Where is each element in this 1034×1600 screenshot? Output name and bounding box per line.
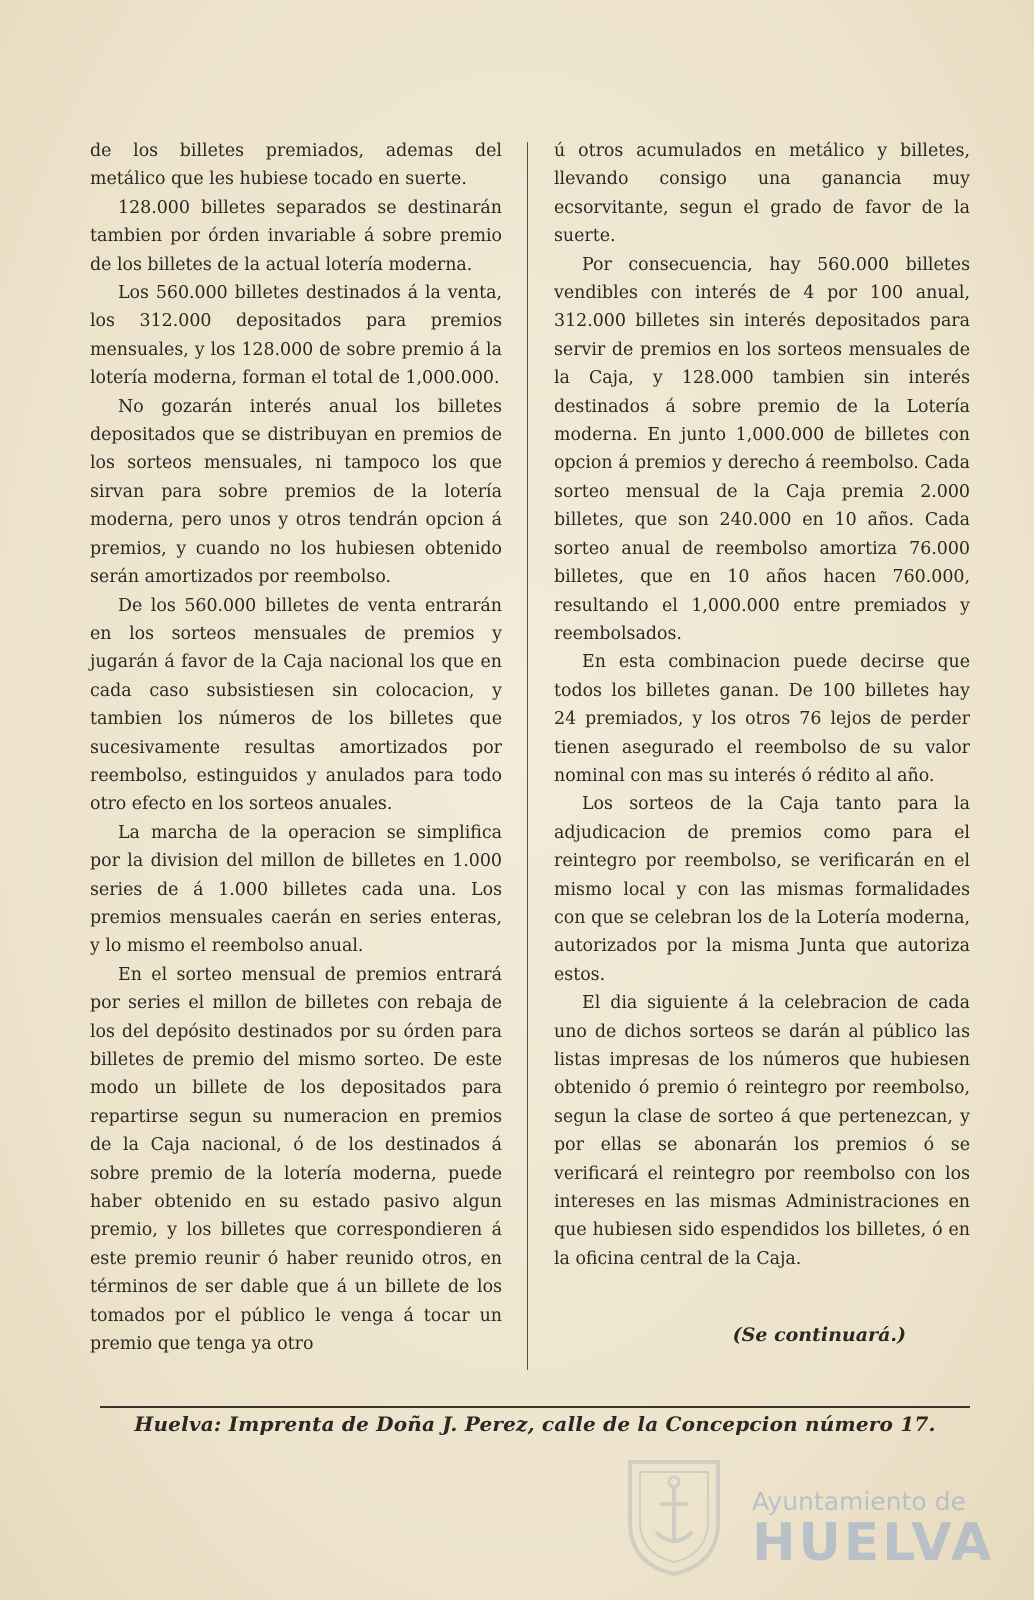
watermark-line2: HUELVA: [752, 1513, 995, 1573]
paragraph: En el sorteo mensual de premios entrará por series el millon de billetes con rebaja de los del depósito destinados por su órden para billetes de premio del mismo sorteo. De este modo un billete de los depositados para repartirse segun su numeracion en premios de la Caja nacional, ó de los destinados á sobre premio de la lotería moderna, puede haber obtenido en su estado pasivo algun premio, y los billetes que correspondieren á este premio reunir ó haber reunido otros, en términos de ser dable que á un billete de los tomados por el público le venga á tocar un premio que tenga ya otro: [90, 964, 502, 1355]
continuation-note: (Se continuará.): [732, 1324, 906, 1346]
left-column: [90, 137, 502, 1358]
archive-watermark: [752, 1487, 995, 1573]
paragraph: de los billetes premiados, ademas del metálico que les hubiese tocado en suerte.: [90, 141, 502, 190]
paragraph: De los 560.000 billetes de venta entrarán en los sorteos mensuales de premios y jugarán á favor de la Caja nacional los que en cada caso subsistiesen sin colocacion, y tambien los números de los billetes que sucesivamente resultas amortizados por reembolso, estinguidos y anulados para todo otro efecto en los sorteos anuales.: [90, 595, 502, 815]
paragraph: No gozarán interés anual los billetes depositados que se distribuyan en premios de los sorteos mensuales, ni tampoco los que sirvan para sobre premios de la lotería moderna, pero unos y otros tendrán opcion á premios, y cuando no los hubiesen obtenido serán amortizados por reembolso.: [90, 396, 502, 588]
paragraph: Los sorteos de la Caja tanto para la adjudicacion de premios como para el reintegro por reembolso, se verificarán en el mismo local y con las mismas formalidades con que se celebran los de la Lotería moderna, autorizados por la misma Junta que autoriza estos.: [554, 794, 970, 985]
paragraph: La marcha de la operacion se simplifica por la division del millon de billetes en 1.000 series de á 1.000 billetes cada una. Los premios mensuales caerán en series enteras, y lo mismo el reembolso anual.: [90, 822, 502, 957]
watermark-line1: Ayuntamiento de: [752, 1487, 966, 1516]
column-divider: [527, 142, 528, 1370]
paragraph: En esta combinacion puede decirse que todos los billetes ganan. De 100 billetes hay 24 premiados, y los otros 76 lejos de perder tienen asegurado el reembolso de su valor nominal con mas su interés ó rédito al año.: [554, 652, 970, 786]
paragraph: ú otros acumulados en metálico y billetes, llevando consigo una ganancia muy ecsorvitante, segun el grado de favor de la suerte.: [554, 141, 970, 247]
paragraph: El dia siguiente á la celebracion de cada uno de dichos sorteos se darán al público las listas impresas de los números que hubiesen obtenido ó premio ó reintegro por reembolso, segun la clase de sorteo á que pertenezcan, y por ellas se abonarán los premios ó se verificará el reintegro por reembolso con los intereses en las mismas Administraciones en que hubiesen sido espendidos los billetes, ó en la oficina central de la Caja.: [554, 993, 970, 1269]
imprint-divider: [100, 1406, 970, 1408]
paragraph: 128.000 billetes separados se destinarán tambien por órden invariable á sobre premio de los billetes de la actual lotería moderna.: [90, 197, 502, 275]
printer-imprint: Huelva: Imprenta de Doña J. Perez, calle de la Concepcion número 17.: [134, 1412, 936, 1436]
city-seal-watermark-icon: [622, 1452, 726, 1578]
right-column: [554, 137, 970, 1273]
paragraph: Los 560.000 billetes destinados á la venta, los 312.000 depositados para premios mensuales, y los 128.000 de sobre premio á la lotería moderna, forman el total de 1,000.000.: [90, 283, 502, 389]
paragraph: Por consecuencia, hay 560.000 billetes vendibles con interés de 4 por 100 anual, 312.000 billetes sin interés depositados para servir de premios en los sorteos mensuales de la Caja, y 128.000 tambien sin interés destinados á sobre premio de la Lotería moderna. En junto 1,000.000 de billetes con opcion á premios y derecho á reembolso. Cada sorteo mensual de la Caja premia 2.000 billetes, que son 240.000 en 10 años. Cada sorteo anual de reembolso amortiza 76.000 billetes, que en 10 años hacen 760.000, resultando el 1,000.000 entre premiados y reembolsados.: [554, 254, 970, 644]
